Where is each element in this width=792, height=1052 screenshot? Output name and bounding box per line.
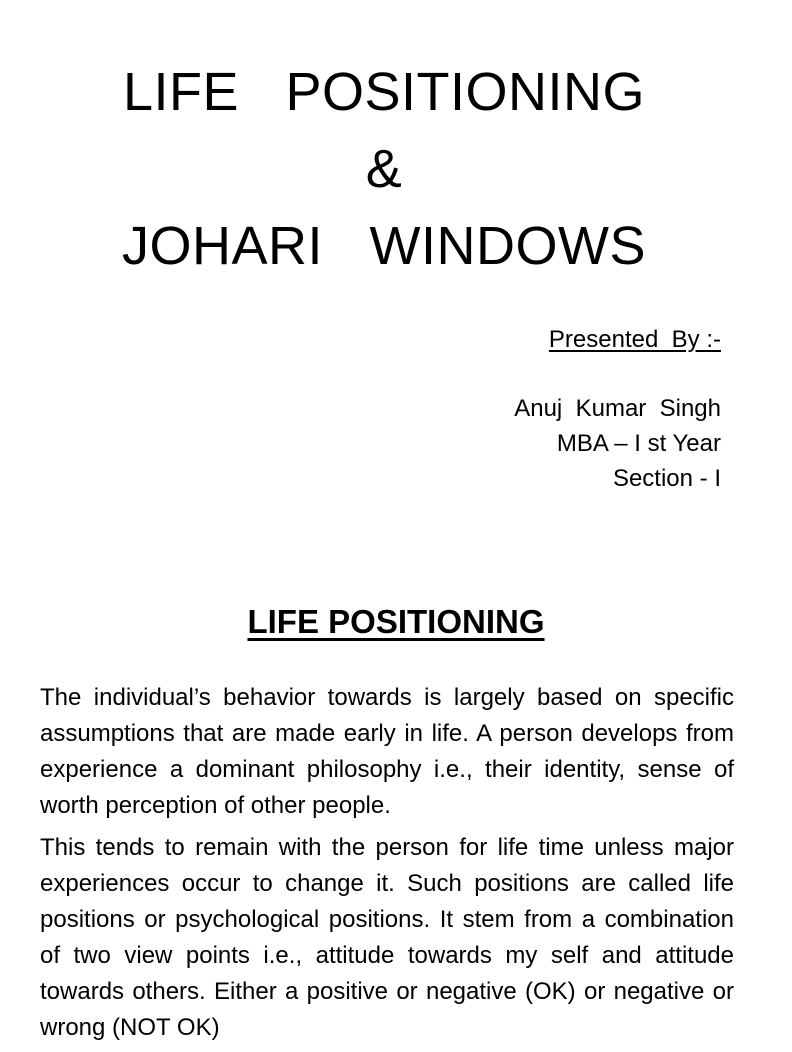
title-line-3: JOHARI WINDOWS	[122, 216, 646, 276]
presented-by-label: Presented By :-	[548, 326, 721, 353]
paragraph: The individual’s behavior towards is largely based on specific assumptions that are made early in life. A person develops from experience a dominant philosophy i.e., their identity, sense of worth perception of other people.	[40, 684, 734, 819]
presenter-name: Anuj Kumar Singh	[514, 395, 721, 422]
paragraph: This tends to remain with the person for life time unless major experiences occur to change it. Such positions are called life positions or psychological positions. It stem from a combination of two view points i.e., attitude towards my self and attitude towards others. Either a positive or negative (OK) or negative or wrong (NOT OK)	[40, 834, 734, 1041]
presenter-section: Section - I	[612, 465, 721, 492]
presenter-program: MBA – I st Year	[556, 430, 721, 457]
section-heading: LIFE POSITIONING	[247, 603, 545, 640]
presenter-info	[514, 322, 721, 496]
content-slide	[0, 576, 768, 1041]
slide-title	[0, 54, 768, 285]
title-line-2: &	[365, 139, 403, 199]
title-line-1: LIFE POSITIONING	[122, 62, 646, 122]
body-text	[40, 680, 734, 1052]
